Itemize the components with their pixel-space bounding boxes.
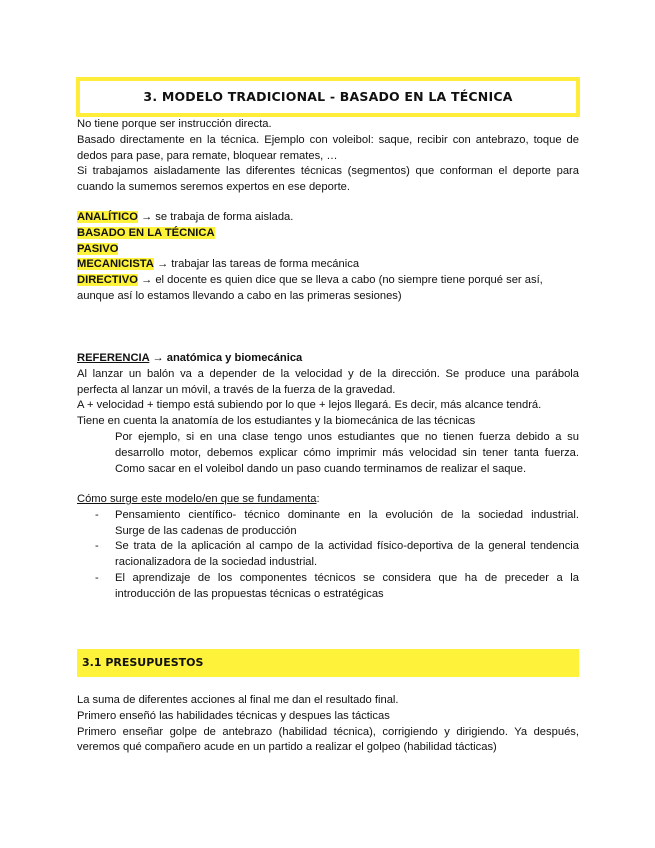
characteristic-term: ANALÍTICO	[77, 211, 138, 223]
characteristic-term: DIRECTIVO	[77, 274, 138, 287]
reference-heading	[77, 351, 579, 367]
characteristic-item	[77, 226, 579, 242]
text-line: Tiene en cuenta la anatomía de los estudiantes y la biomecánica de las técnicas	[77, 415, 476, 428]
characteristic-desc: → se trabaja de forma aislada.	[137, 211, 294, 223]
text-line: veremos qué compañero acude en un partido a realizar el golpeo (habilidad tácticas)	[77, 741, 497, 754]
presupuestos-paragraph	[77, 693, 579, 756]
text-line: cuando la sumemos seremos expertos en ese deporte.	[77, 181, 351, 194]
text-line: El aprendizaje de los componentes técnicos se considera que ha de preceder a la	[115, 571, 579, 584]
characteristic-item	[77, 210, 579, 226]
text-line: Se trata de la aplicación al campo de la actividad físico-deportiva de la general tendencia	[115, 540, 579, 553]
text-line: No tiene porque ser instrucción directa.	[77, 118, 272, 130]
characteristic-item	[77, 242, 579, 258]
subsection-title-bar	[77, 649, 579, 677]
indented-line: Como sacar en el voleibol dando un paso cuando terminamos de realizar el saque.	[115, 462, 527, 475]
bullet-dash: -	[95, 540, 99, 553]
section-title: 3. MODELO TRADICIONAL - BASADO EN LA TÉCNICA	[143, 89, 513, 105]
text-line: introducción de las propuestas técnicas o estratégicas	[115, 587, 384, 600]
intro-paragraph	[77, 117, 579, 196]
origin-section	[77, 492, 579, 603]
text-line: Surge de las cadenas de producción	[115, 524, 297, 537]
text-line: dedos para pase, para remate, bloquear remates, …	[77, 149, 338, 162]
characteristic-item	[77, 273, 579, 289]
text-line: Primero enseñar golpe de antebrazo (habilidad técnica), corrigiendo y dirigiendo. Ya después,	[77, 725, 579, 738]
text-line: La suma de diferentes acciones al final me dan el resultado final.	[77, 694, 399, 706]
characteristic-term: MECANICISTA	[77, 258, 154, 271]
list-item	[77, 508, 579, 540]
text-line: Si trabajamos aisladamente las diferentes técnicas (segmentos) que conforman el deporte para	[77, 165, 579, 178]
indented-line: Por ejemplo, si en una clase tengo unos estudiantes que no tienen fuerza debido a su	[115, 430, 579, 443]
characteristic-term: BASADO EN LA TÉCNICA	[77, 226, 215, 239]
characteristic-term: PASIVO	[77, 242, 119, 255]
list-item	[77, 571, 579, 603]
text-line: A + velocidad + tiempo está subiendo por lo que + lejos llegará. Es decir, más alcance tendrá.	[77, 399, 542, 412]
characteristic-desc: → el docente es quien dice que se lleva a cabo (no siempre tiene porqué ser así,	[137, 274, 543, 287]
text-line: racionalizadora de la sociedad industrial.	[115, 556, 318, 569]
list-item	[77, 539, 579, 571]
characteristic-desc: → trabajar las tareas de forma mecánica	[153, 258, 360, 271]
text-line: Basado directamente en la técnica. Ejemplo con voleibol: saque, recibir con antebrazo, toque de	[77, 133, 579, 146]
origin-heading	[77, 492, 579, 508]
origin-heading-text: Cómo surge este modelo/en que se fundamenta	[77, 493, 317, 505]
subsection-title: 3.1 PRESUPUESTOS	[82, 656, 204, 670]
text-line: Al lanzar un balón va a depender de la velocidad y de la dirección. Se produce una parábola	[77, 367, 579, 380]
origin-heading-colon: :	[316, 493, 320, 505]
bullet-dash: -	[95, 571, 99, 584]
indented-line: desarrollo motor, debemos explicar cómo imprimir más velocidad sin tener tanta fuerza.	[115, 446, 579, 459]
bullet-dash: -	[95, 508, 99, 521]
text-line: perfecta al lanzar un móvil, a través de la fuerza de la gravedad.	[77, 383, 396, 396]
reference-desc: → anatómica y biomecánica	[149, 352, 303, 364]
section-title-box	[76, 77, 580, 117]
reference-section	[77, 351, 579, 477]
text-line: Pensamiento científico- técnico dominante en la evolución de la sociedad industrial.	[115, 508, 579, 521]
reference-label: REFERENCIA	[77, 352, 150, 364]
characteristic-item	[77, 257, 579, 273]
text-line: Primero enseñó las habilidades técnicas y despues las tácticas	[77, 709, 390, 722]
text-line: aunque así lo estamos llevando a cabo en las primeras sesiones)	[77, 289, 402, 302]
characteristics-list	[77, 210, 579, 305]
